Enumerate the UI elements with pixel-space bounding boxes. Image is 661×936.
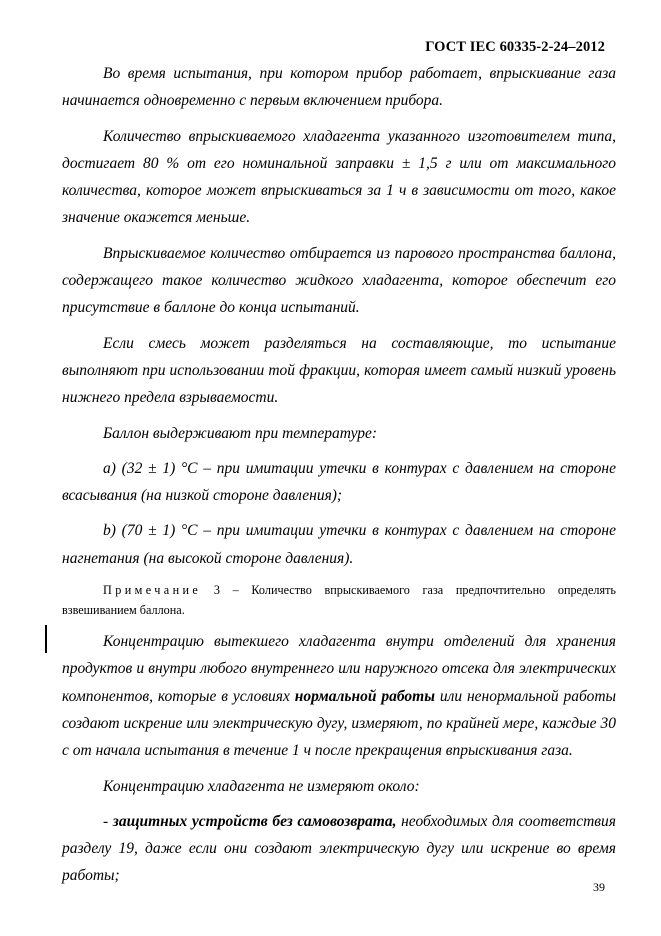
bold-term-normal-operation: нормальной работы [294, 687, 435, 705]
paragraph-concentration-measure [62, 628, 616, 764]
paragraph-cylinder-temperature: Баллон выдерживают при температуре: [103, 424, 378, 442]
document-body [62, 60, 616, 890]
page-number: 39 [593, 880, 605, 894]
paragraph-mixture-fraction: Если смесь может разделяться на составляющие, то испытание выполняют при использовании той фракции, которая имеет самый низкий уровень нижнего предела взрываемости. [62, 334, 616, 407]
paragraph-not-measured: Концентрацию хладагента не измеряют около: [103, 777, 420, 795]
list-item-dash [62, 808, 616, 890]
change-bar [45, 625, 47, 653]
paragraph-text: или ненормальной работы создают искрение или электрическую дугу, измеряют, по крайней мере, каждые 30 с от начала испытания в течение 1 ч после прекращения впрыскивания газа. [62, 687, 617, 760]
list-item-b: b) (70 ± 1) °C – при имитации утечки в контурах с давлением на стороне нагнетания (на высокой стороне давления). [62, 522, 616, 567]
note-label: Примечание [103, 583, 202, 598]
paragraph-text: - [103, 812, 113, 830]
list-item-a: a) (32 ± 1) °C – при имитации утечки в контурах с давлением на стороне всасывания (на низкой стороне давления); [62, 459, 616, 505]
bold-term-non-self-resetting: защитных устройств без самовозврата, [112, 812, 397, 830]
paragraph-injected-quantity: Количество впрыскиваемого хладагента указанного изготовителем типа, достигает 80 % от его номинальной заправки ± 1,5 г или от максимального количества, которое может впрыскиваться за 1 ч в зависимости от того, какое значение окажется меньше. [62, 127, 616, 227]
paragraph-text: Концентрацию вытекшего хладагента внутри отделений для хранения продуктов и внутри любого внутреннего или наружного отсека для электрических компонентов, которые в условиях [62, 633, 616, 705]
note-3 [62, 580, 616, 620]
paragraph-vapor-space: Впрыскиваемое количество отбирается из парового пространства баллона, содержащего такое количество жидкого хладагента, которое обеспечит его присутствие в баллоне до конца испытаний. [62, 244, 616, 317]
paragraph-gas-injection-start: Во время испытания, при котором прибор работает, впрыскивание газа начинается одновременно с первым включением прибора. [62, 65, 616, 110]
document-id-header: ГОСТ IEC 60335-2-24–2012 [425, 39, 605, 55]
note-text: 3 – Количество впрыскиваемого газа предпочтительно определять взвешиванием баллона. [62, 583, 616, 618]
paragraph-text: необходимых для соответствия разделу 19, даже если они создают электрическую дугу или искрение во время работы; [62, 812, 616, 885]
